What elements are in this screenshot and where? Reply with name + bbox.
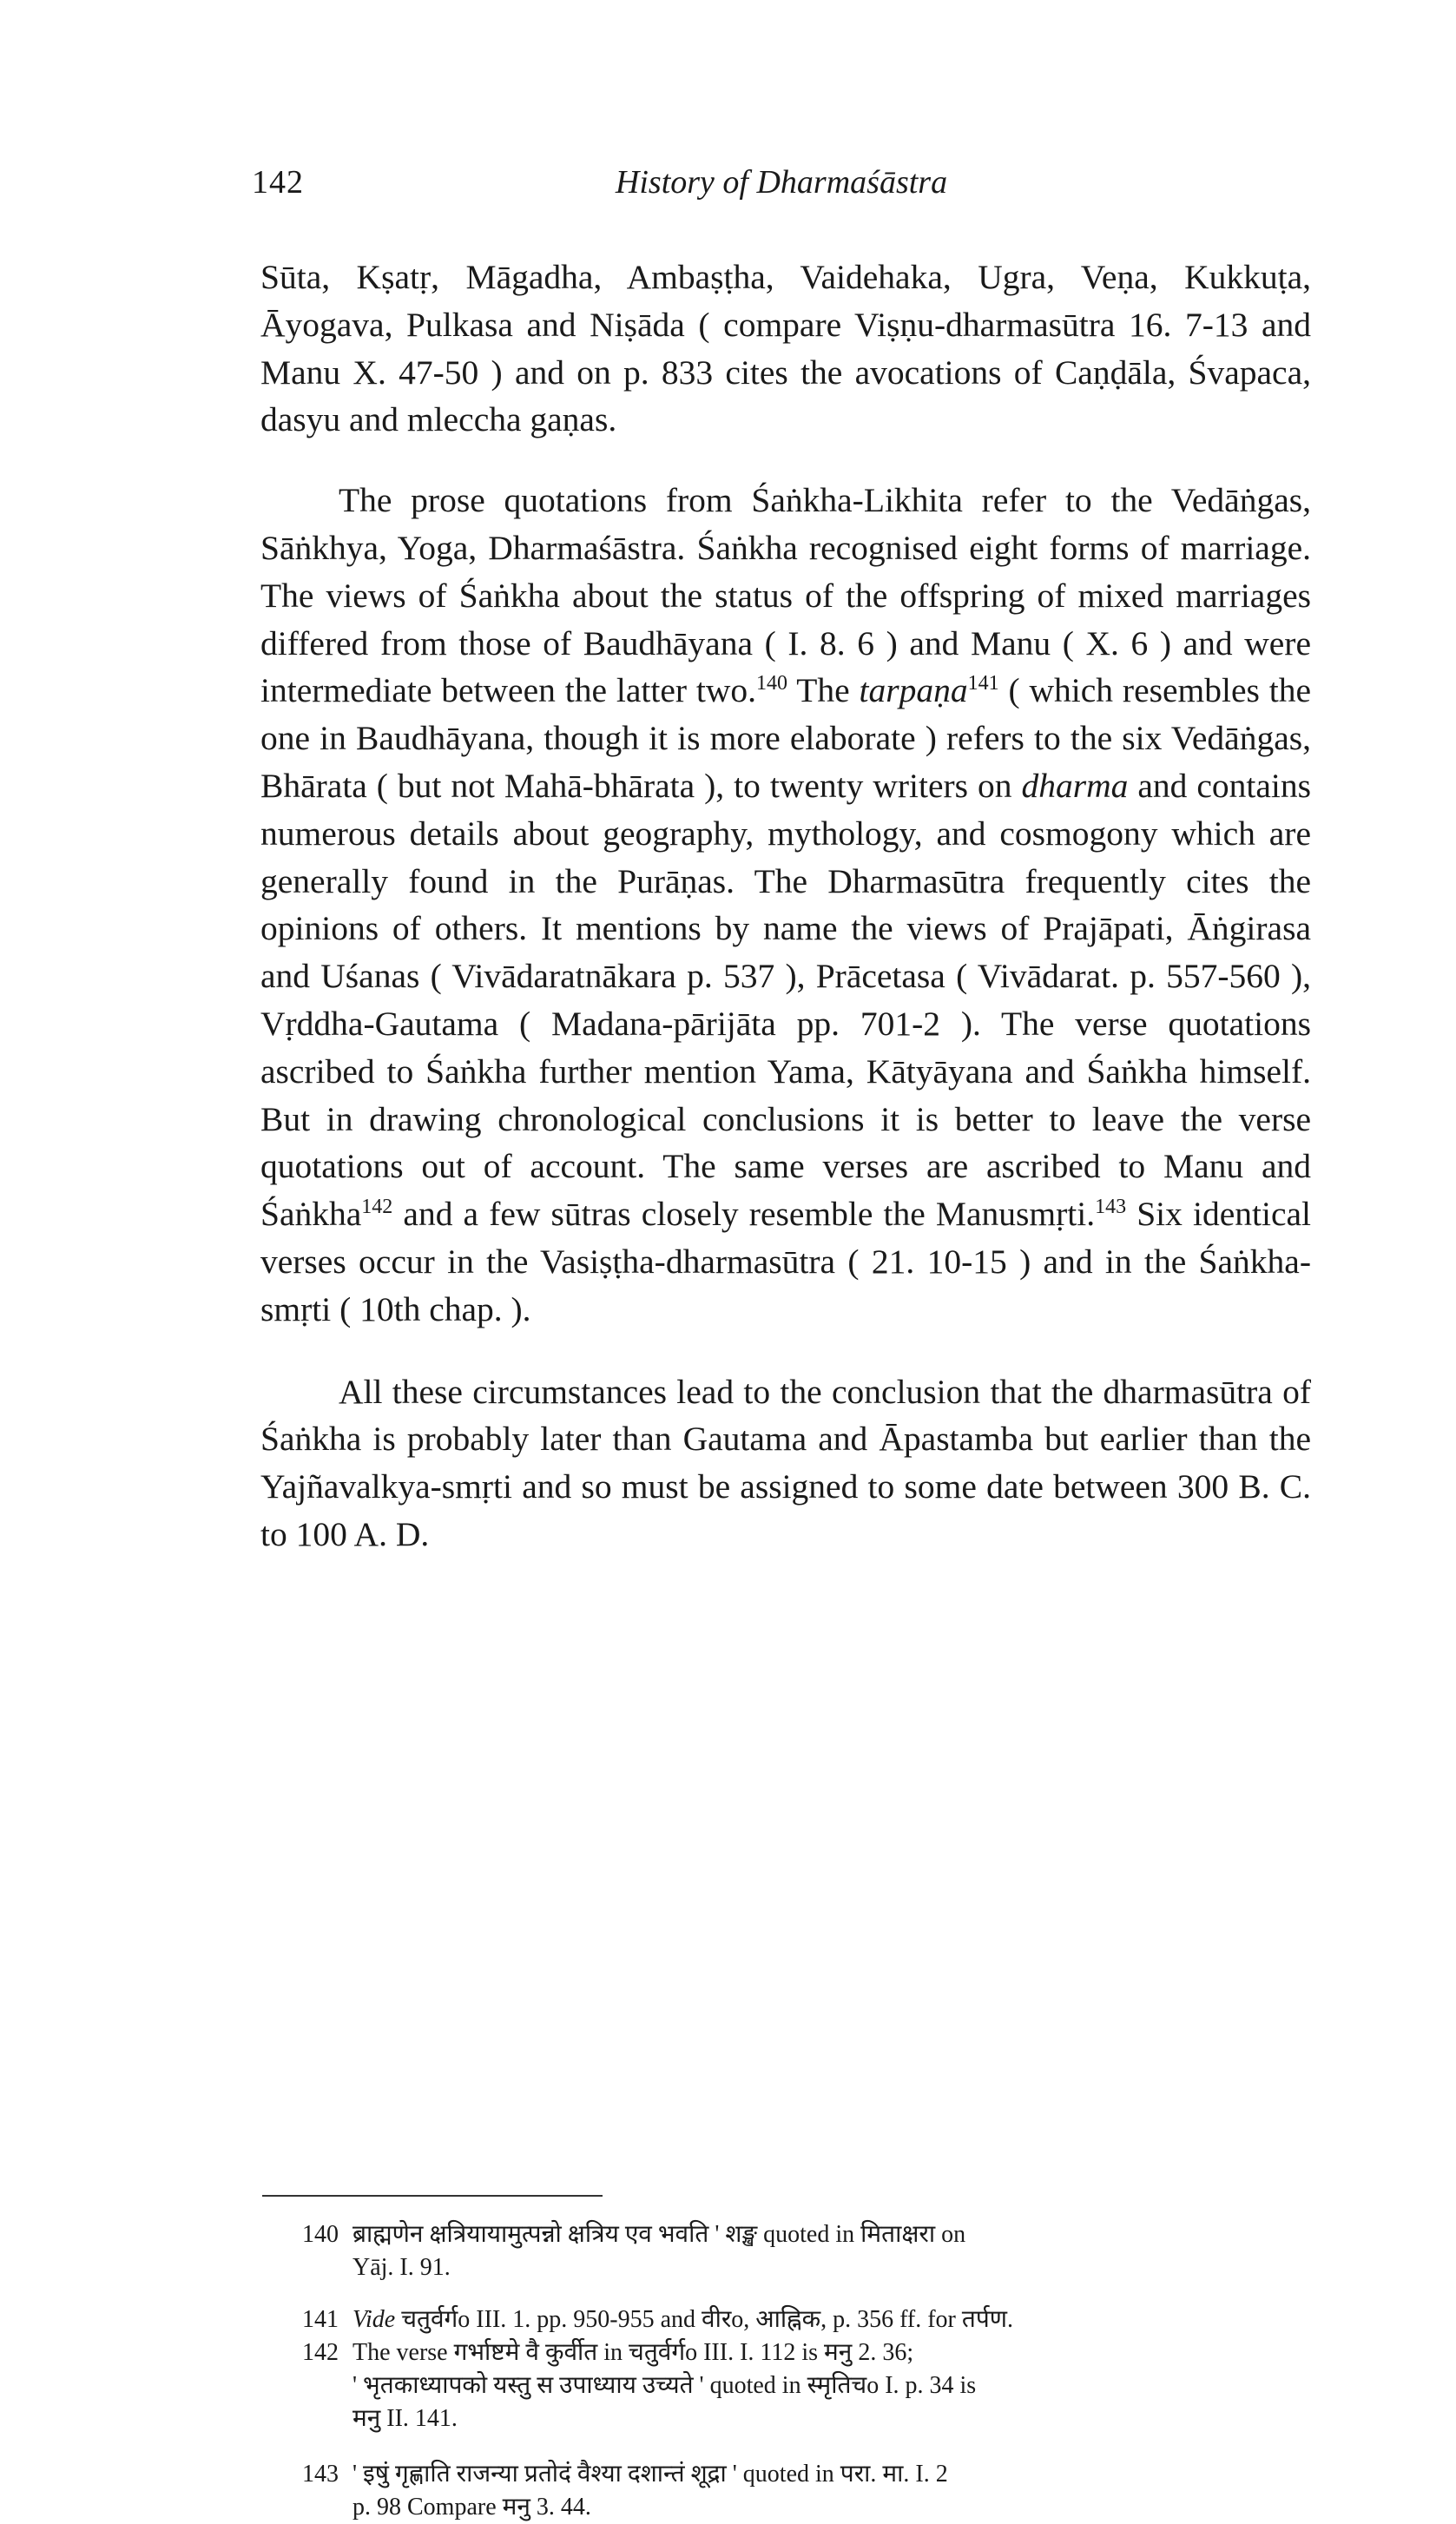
footnote-continuation: ' भृतकाध्यापको यस्तु स उपाध्याय उच्यते ' quoted in स्मृतिचo I. p. 34 is xyxy=(352,2372,977,2399)
page-header xyxy=(252,163,1311,215)
text-segment: Six identical verses occur in the Vasiṣṭha-dharmasūtra ( 21. 10-15 ) and in the Śaṅkha-smṛti ( 10th chap. ). xyxy=(260,1195,1311,1328)
footnote-divider xyxy=(262,2195,603,2197)
footnote-text: The verse गर्भाष्टमे वै कुर्वीत in चतुर्वर्गo III. I. 112 is मनु 2. 36; xyxy=(352,2339,914,2366)
footnote-continuation: मनु II. 141. xyxy=(352,2405,458,2432)
footnote-continuation: p. 98 Compare मनु 3. 44. xyxy=(352,2494,591,2521)
text-segment: चतुर्वर्गo III. 1. pp. 950-955 and वीरo, आह्निक, p. 356 ff. for तर्पण. xyxy=(395,2306,1013,2333)
text-segment: and contains numerous details about geography, mythology, and cosmogony which are generally found in the Purāṇas. The Dharmasūtra frequently cites the opinions of others. It mentions by name the views of Prajāpati, Āṅgirasa and Uśanas ( Vivādaratnākara p. 537 ), Prācetasa ( Vivādarat. p. 557-560 ), Vṛddha-Gautama ( Madana-pārijāta pp. 701-2 ). The verse quotations ascribed to Śaṅkha further mention Yama, Kātyāyana and Śaṅkha himself. But in drawing chronological conclusions it is better to leave the verse quotations out of account. The same verses are ascribed to Manu and Śaṅkha xyxy=(260,766,1311,1234)
paragraph-conclusion: All these circumstances lead to the conclusion that the dharmasūtra of Śaṅkha is probably later than Gautama and Āpastamba but earlier than the Yajñavalkya-smṛti and so must be assigned to some date between 300 B. C. to 100 A. D. xyxy=(260,1372,1311,1553)
footnote-number: 141 xyxy=(302,2306,339,2333)
footnote-text xyxy=(352,2303,1309,2336)
body-text xyxy=(260,254,1311,1559)
paragraph-sankha-likhita xyxy=(260,477,1311,1333)
footnote-number: 142 xyxy=(302,2339,339,2366)
text-segment: The prose quotations from Śaṅkha-Likhita refer to the Vedāṅgas, Sāṅkhya, Yoga, Dharmaśāstra. Śaṅkha recognised eight forms of marriage. The views of Śaṅkha about the status of the offspring of mixed marriages differed from those of Baudhāyana ( I. 8. 6 ) and Manu ( X. 6 ) and were intermediate between the latter two. xyxy=(260,481,1311,710)
running-title: History of Dharmaśāstra xyxy=(615,164,948,201)
italic-term-tarpana: tarpaṇa xyxy=(859,671,968,710)
footnote-continuation: Yāj. I. 91. xyxy=(352,2254,451,2281)
footnote-text: ब्राह्मणेन क्षत्रियायामुत्पन्नो क्षत्रिय एव भवति ' शङ्ख quoted in मिताक्षरा on xyxy=(352,2221,966,2248)
text-segment: and a few sūtras closely resemble the Manusmṛti. xyxy=(392,1195,1096,1234)
footnote-text: ' इषुं गृह्णाति राजन्या प्रतोदं वैश्या दशान्तं शूद्रा ' quoted in परा. मा. I. 2 xyxy=(352,2461,948,2488)
text-segment: The xyxy=(787,671,860,710)
footnote-142 xyxy=(302,2336,1309,2369)
paragraph-continued: Sūta, Kṣatṛ, Māgadha, Ambaṣṭha, Vaidehaka, Ugra, Veṇa, Kukkuṭa, Āyogava, Pulkasa and Niṣāda ( compare Viṣṇu-dharmasūtra 16. 7-13 and Manu X. 47-50 ) and on p. 833 cites the avocations of Caṇḍāla, Śvapaca, dasyu and mleccha gaṇas. xyxy=(260,258,1311,439)
italic-term-vide: Vide xyxy=(352,2306,396,2333)
footnote-ref-140: 140 xyxy=(756,672,788,695)
footnote-ref-142: 142 xyxy=(361,1195,393,1218)
page-number: 142 xyxy=(252,164,304,201)
footnote-number: 143 xyxy=(302,2461,339,2488)
footnote-ref-143: 143 xyxy=(1095,1195,1127,1218)
footnote-141 xyxy=(302,2303,1309,2336)
footnote-140 xyxy=(302,2218,1309,2251)
text-segment: ( which resembles the one in Baudhāyana, though it is more elaborate ) refers to the six Vedāṅgas, Bhārata ( but not Mahā-bhārata ), to twenty writers on xyxy=(260,671,1311,805)
footnote-number: 140 xyxy=(302,2221,339,2248)
footnote-143 xyxy=(302,2458,1309,2491)
italic-term-dharma: dharma xyxy=(1021,766,1129,805)
footnote-ref-141: 141 xyxy=(967,672,999,695)
footnotes xyxy=(302,2218,1309,2524)
